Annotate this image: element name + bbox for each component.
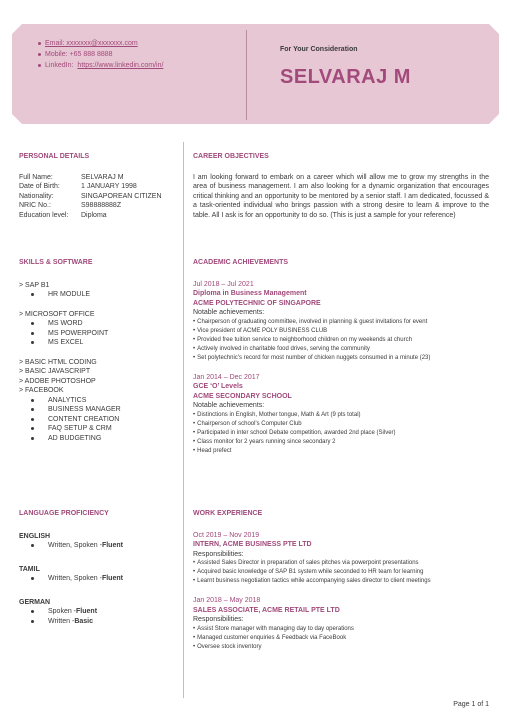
- section-title: LANGUAGE PROFICIENCY: [19, 510, 109, 517]
- bullet-icon: [31, 620, 34, 623]
- skill-subitem: CONTENT CREATION: [19, 415, 174, 425]
- email-link[interactable]: Email: xxxxxxx@xxxxxxx.com: [45, 40, 138, 47]
- personal-details-table: [19, 173, 174, 221]
- list-item: • Learnt business negotiation tactics while accompanying sales director to client meetings: [193, 578, 431, 584]
- skill-fb: > FACEBOOK: [19, 387, 64, 394]
- entry-resp-label: Responsibilities:: [193, 550, 244, 558]
- bullet-icon: [31, 399, 34, 402]
- pd-label: NRIC No.:: [19, 202, 51, 209]
- entry-date: Jul 2018 – Jul 2021: [193, 280, 254, 288]
- list-item: • Head prefect: [193, 447, 232, 454]
- header-divider: [246, 30, 247, 120]
- section-title: SKILLS & SOFTWARE: [19, 259, 93, 266]
- list-item: • Assisted Sales Director in preparation of sales pitches via powerpoint presentations: [193, 560, 419, 566]
- skill-subitem: FAQ SETUP & CRM: [19, 424, 174, 434]
- bullet-icon: [31, 293, 34, 296]
- list-item: • Oversee stock inventory: [193, 643, 262, 650]
- personal-details-section: [19, 152, 174, 220]
- entry-qualification: Diploma in Business Management: [193, 290, 307, 297]
- entry-notable-label: Notable achievements:: [193, 402, 265, 409]
- skill-subitem: HR MODULE: [19, 290, 174, 300]
- skill-office: > MICROSOFT OFFICE: [19, 310, 95, 318]
- bullet-icon: [31, 408, 34, 411]
- bullet-icon: [31, 322, 34, 325]
- language-german: GERMAN: [19, 598, 51, 606]
- skill-html: > BASIC HTML CODING: [19, 358, 97, 366]
- entry-school: ACME SECONDARY SCHOOL: [193, 392, 292, 400]
- responsibility-list: [193, 625, 489, 652]
- skill-subitem: BUSINESS MANAGER: [19, 405, 174, 415]
- entry-role: SALES ASSOCIATE, ACME RETAIL PTE LTD: [193, 606, 340, 614]
- language-level: Spoken - Fluent: [19, 607, 174, 617]
- pd-label: Date of Birth:: [19, 183, 60, 190]
- page-number: Page 1 of 1: [453, 701, 489, 708]
- entry-qualification: GCE ‘O’ Levels: [193, 383, 243, 390]
- list-item: • Vice president of ACME POLY BUSINESS CLUB: [193, 327, 328, 334]
- pd-label: Education level:: [19, 211, 69, 219]
- list-item: • Set polytechnic's record for most number of chicken nuggets consumed in a minute (23): [193, 354, 431, 361]
- academic-section: [193, 258, 489, 456]
- work-experience-section: [193, 509, 489, 652]
- section-title: PERSONAL DETAILS: [19, 153, 90, 160]
- bullet-icon: [31, 341, 34, 344]
- column-divider: [183, 142, 184, 698]
- list-item: • Assist Store manager with managing day to day operations: [193, 625, 354, 632]
- language-english: ENGLISH: [19, 532, 51, 540]
- bullet-icon: [31, 577, 34, 580]
- entry-notable-label: Notable achievements:: [193, 309, 265, 316]
- skill-ps: > ADOBE PHOTOSHOP: [19, 377, 96, 385]
- achievement-list: [193, 318, 489, 363]
- entry-date: Oct 2019 – Nov 2019: [193, 531, 260, 539]
- language-level: Written - Basic: [19, 617, 174, 627]
- contact-block: [38, 38, 163, 71]
- language-level: Written, Spoken - Fluent: [19, 541, 174, 551]
- contact-email[interactable]: [38, 38, 163, 49]
- linkedin-link[interactable]: https://www.linkedin.com/in/: [77, 62, 164, 69]
- career-objective-text: I am looking forward to embark on a career which will allow me to grow my strengths in the area of business management. I am also looking for a dynamic organization that encourages critical thinking and an opportunity to be mentored by a senior staff. I am dedicated, focussed & a task-oriented individual who brings passion with a strong desire to learn & improve to the table. All I ask is for an opportunity to do so. (This is just a sample for your reference): [193, 173, 489, 219]
- responsibility-list: [193, 559, 489, 586]
- entry-role: INTERN, ACME BUSINESS PTE LTD: [193, 541, 312, 548]
- language-tamil: TAMIL: [19, 565, 40, 573]
- list-item: • Managed customer enquiries & Feedback via FaceBook: [193, 634, 347, 641]
- skill-subitem: AD BUDGETING: [19, 434, 174, 444]
- list-item: • Participated in inter school Debate competition, awarded 2nd place (Silver): [193, 429, 396, 436]
- pd-value: S98888888Z: [81, 202, 122, 209]
- skill-js: > BASIC JAVASCRIPT: [19, 368, 91, 375]
- contact-linkedin[interactable]: [38, 60, 163, 71]
- bullet-icon: [31, 544, 34, 547]
- bullet-icon: [38, 64, 41, 67]
- language-section: [19, 509, 174, 626]
- entry-school: ACME POLYTECHNIC OF SINGAPORE: [193, 299, 321, 307]
- skill-sap: > SAP B1: [19, 281, 50, 289]
- entry-date: Jan 2018 – May 2018: [193, 597, 261, 604]
- candidate-name: SELVARAJ M: [280, 66, 411, 88]
- language-level: Written, Spoken - Fluent: [19, 574, 174, 584]
- bullet-icon: [38, 53, 41, 56]
- mobile-text: Mobile: +65 888 8888: [45, 51, 113, 58]
- bullet-icon: [31, 437, 34, 440]
- list-item: • Chairperson of graduating committee, involved in planning & guest invitations for event: [193, 318, 428, 325]
- contact-mobile: [38, 49, 163, 60]
- list-item: • Distinctions in English, Mother tongue, Math & Art (9 pts total): [193, 411, 361, 418]
- pd-value: Diploma: [81, 211, 107, 219]
- bullet-icon: [31, 427, 34, 430]
- skill-subitem: MS POWERPOINT: [19, 329, 174, 339]
- linkedin-label: LinkedIn:: [45, 62, 74, 69]
- pd-label: Nationality:: [19, 192, 54, 200]
- pd-value: SINGAPOREAN CITIZEN: [81, 192, 162, 200]
- bullet-icon: [38, 42, 41, 45]
- section-title: WORK EXPERIENCE: [193, 510, 263, 517]
- skill-subitem: MS EXCEL: [19, 338, 174, 348]
- career-objectives-section: [193, 152, 489, 220]
- bullet-icon: [31, 610, 34, 613]
- section-title: ACADEMIC ACHIEVEMENTS: [193, 259, 289, 266]
- for-consideration-text: For Your Consideration: [280, 46, 358, 53]
- pd-label: Full Name:: [19, 173, 53, 181]
- skill-subitem: MS WORD: [19, 319, 174, 329]
- list-item: • Acquired basic knowledge of SAP B1 system while seconded to HR team for learning: [193, 569, 424, 575]
- section-title: CAREER OBJECTIVES: [193, 153, 269, 160]
- list-item: • Chairperson of school's Computer Club: [193, 420, 302, 427]
- list-item: • Class monitor for 2 years running since secondary 2: [193, 438, 336, 445]
- skill-subitem: ANALYTICS: [19, 396, 174, 406]
- bullet-icon: [31, 332, 34, 335]
- skills-section: [19, 258, 174, 443]
- pd-value: SELVARAJ M: [81, 173, 124, 181]
- entry-date: Jan 2014 – Dec 2017: [193, 373, 260, 381]
- list-item: • Actively involved in charitable food drives, serving the community: [193, 345, 370, 352]
- pd-value: 1 JANUARY 1998: [81, 183, 137, 190]
- bullet-icon: [31, 418, 34, 421]
- list-item: • Provided free tuition service to neighborhood children on my weekends at church: [193, 336, 412, 343]
- achievement-list: [193, 411, 489, 456]
- entry-resp-label: Responsibilities:: [193, 616, 244, 623]
